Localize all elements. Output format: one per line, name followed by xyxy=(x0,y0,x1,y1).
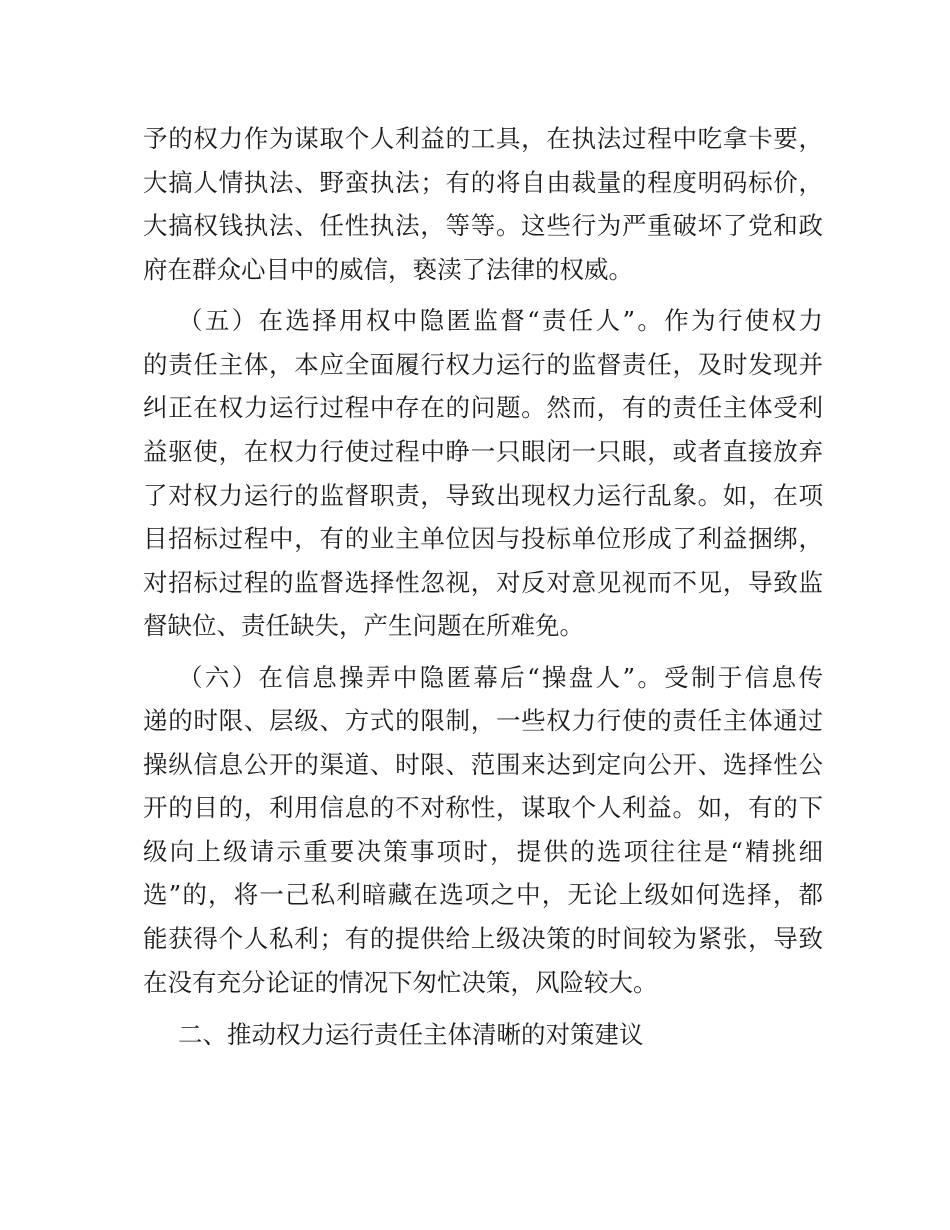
chapter-heading: 二、推动权力运行责任主体清晰的对策建议 xyxy=(178,1020,644,1049)
text-line: 大搞人情执法、野蛮执法；有的将自由裁量的程度明码标价， xyxy=(143,168,823,197)
text-line: 了对权力运行的监督职责，导致出现权力运行乱象。如，在项 xyxy=(143,481,823,510)
text-line: 递的时限、层级、方式的限制，一些权力行使的责任主体通过 xyxy=(143,706,823,735)
text-line: 府在群众心目中的威信，亵渎了法律的权威。 xyxy=(143,255,633,284)
text-line: 纠正在权力运行过程中存在的问题。然而，有的责任主体受利 xyxy=(143,393,823,422)
text-line: 大搞权钱执法、任性执法，等等。这些行为严重破坏了党和政 xyxy=(143,211,823,240)
text-line: 目招标过程中，有的业主单位因与投标单位形成了利益捆绑， xyxy=(143,524,823,553)
section-heading-six: （六）在信息操弄中隐匿幕后“操盘人”。受制于信息传 xyxy=(178,663,823,692)
text-line: 在没有充分论证的情况下匆忙决策，风险较大。 xyxy=(143,968,658,997)
text-line: 对招标过程的监督选择性忽视，对反对意见视而不见，导致监 xyxy=(143,568,823,597)
text-line: 益驱使，在权力行使过程中睁一只眼闭一只眼，或者直接放弃 xyxy=(143,437,823,466)
text-line: 能获得个人私利；有的提供给上级决策的时间较为紧张，导致 xyxy=(143,924,823,953)
text-line: 操纵信息公开的渠道、时限、范围来达到定向公开、选择性公 xyxy=(143,750,823,779)
text-line: 督缺位、责任缺失，产生问题在所难免。 xyxy=(143,611,584,640)
text-line: 予的权力作为谋取个人利益的工具，在执法过程中吃拿卡要， xyxy=(143,124,823,153)
text-line: 开的目的，利用信息的不对称性，谋取个人利益。如，有的下 xyxy=(143,793,823,822)
text-line: 选”的，将一己私利暗藏在选项之中，无论上级如何选择，都 xyxy=(143,880,823,909)
text-line: 的责任主体，本应全面履行权力运行的监督责任，及时发现并 xyxy=(143,350,823,379)
text-line: 级向上级请示重要决策事项时，提供的选项往往是“精挑细 xyxy=(143,837,823,866)
section-heading-five: （五）在选择用权中隐匿监督“责任人”。作为行使权力 xyxy=(178,306,823,335)
